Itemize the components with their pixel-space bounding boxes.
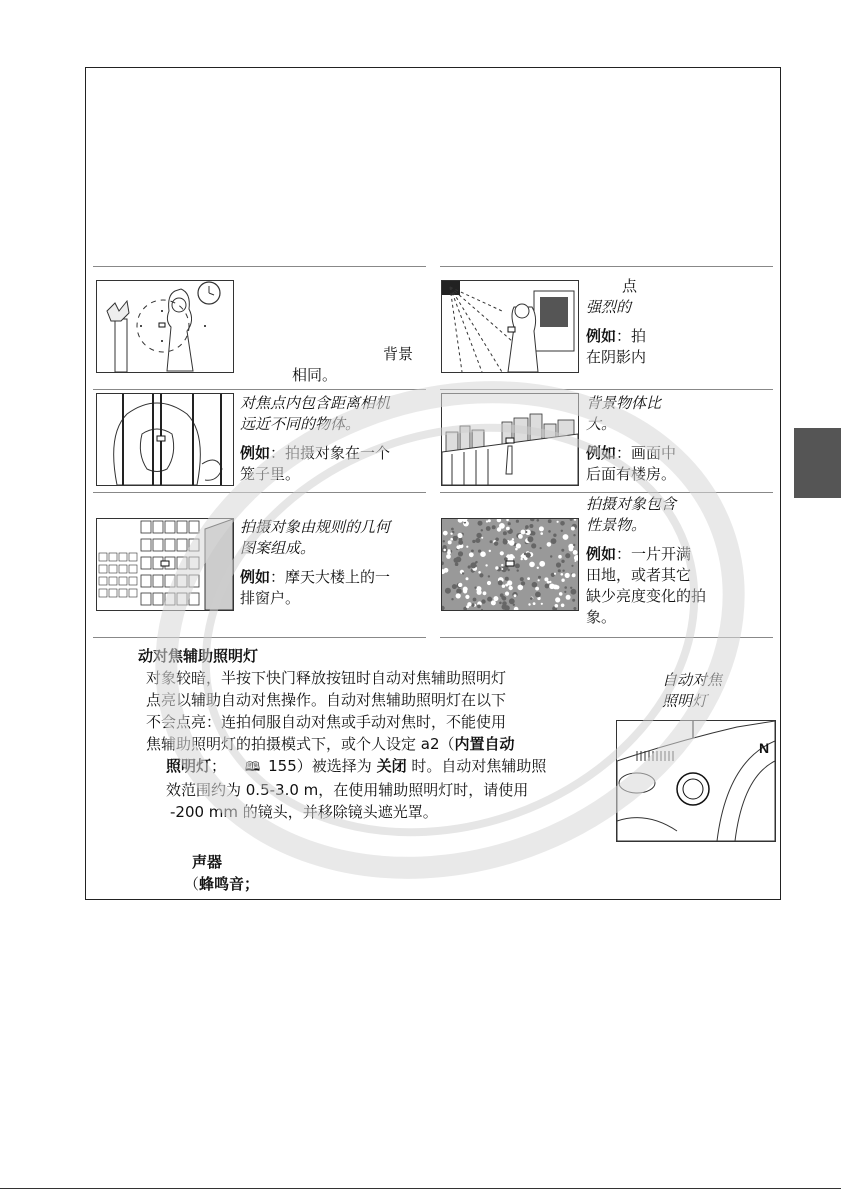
flower-dot: [539, 526, 544, 531]
flower-dot: [506, 527, 510, 531]
flower-dot: [450, 533, 452, 535]
flower-dot: [509, 540, 515, 546]
flower-dot: [487, 597, 492, 602]
flower-dot: [474, 587, 476, 589]
flower-dot: [538, 576, 541, 579]
flower-dot: [502, 585, 505, 588]
flower-dot: [488, 575, 490, 577]
flower-dot: [535, 592, 541, 598]
flower-dot: [470, 562, 476, 568]
grid-line-2: [440, 492, 773, 493]
grid-line-top: [93, 266, 426, 267]
flower-dot: [514, 607, 519, 610]
flower-dot: [451, 598, 453, 600]
speaker-heading: 声器: [192, 853, 223, 871]
flower-dot: [457, 533, 462, 538]
flower-dot: [531, 519, 535, 521]
af-assist-heading: 动对焦辅助照明灯: [138, 647, 259, 665]
flower-dot: [452, 584, 457, 589]
camera-brand-logo: N: [759, 740, 770, 756]
flower-dot: [499, 602, 502, 605]
flower-dot: [455, 562, 459, 566]
flower-dot: [551, 538, 557, 544]
flower-dot: [458, 551, 463, 556]
flower-dot: [451, 528, 454, 531]
flower-dot: [521, 530, 526, 535]
speaker-line1: （蜂鸣音；: [184, 875, 260, 893]
flower-dot: [574, 519, 576, 521]
flower-dot: [478, 550, 481, 553]
flower-dot: [574, 555, 578, 561]
flower-dot: [561, 560, 564, 563]
illustration-woman-clock: [96, 280, 234, 373]
cell-2-line2: 强烈的: [586, 298, 632, 316]
flower-dot: [500, 551, 504, 555]
flower-dot: [497, 519, 501, 522]
cell-4-line2: 大。: [586, 415, 617, 433]
flower-dot: [481, 599, 485, 603]
flower-dot: [569, 547, 574, 552]
flower-dot: [573, 550, 578, 555]
focus-point: [506, 561, 514, 566]
illustration-city-background: [441, 393, 579, 486]
flower-dot: [566, 595, 571, 600]
illustration-lion-cage: [96, 393, 234, 486]
flower-dot: [521, 581, 525, 585]
flower-dot: [513, 604, 515, 606]
flower-dot: [565, 553, 570, 558]
flower-dot: [471, 550, 474, 553]
flower-dot: [442, 606, 445, 610]
cell-1-example: 背景: [383, 345, 414, 363]
grid-line-top: [440, 266, 773, 267]
flower-dot: [548, 519, 552, 523]
flower-dot: [458, 583, 462, 587]
af-assist-line4: 焦辅助照明灯的拍摄模式下，或个人设定 a2（内置自动: [146, 735, 515, 753]
flower-dot: [456, 593, 461, 598]
flower-dot: [564, 591, 566, 593]
flower-dot: [540, 547, 542, 549]
flower-dot: [509, 586, 513, 590]
flower-dot: [492, 525, 496, 529]
flower-dot: [561, 530, 563, 532]
flower-dot: [466, 577, 469, 580]
cell-5-line1: 拍摄对象由规则的几何: [240, 518, 391, 536]
flower-dot: [525, 531, 527, 533]
flower-dot: [529, 524, 533, 528]
flower-dot: [463, 587, 468, 592]
flower-dot: [516, 520, 519, 523]
cell-6-line1: 拍摄对象包含: [586, 495, 677, 513]
flower-dot: [515, 563, 520, 568]
flower-dot: [498, 580, 503, 585]
flower-dot: [508, 522, 511, 525]
flower-dot: [544, 577, 548, 581]
flower-dot: [561, 549, 564, 552]
af-assist-line5: 照明灯； 🕮 155）被选择为 关闭 时。自动对焦辅助照: [138, 755, 598, 779]
flower-dot: [574, 560, 576, 562]
flower-dot: [489, 550, 491, 552]
illustration-skyscraper-windows: [96, 518, 234, 611]
flower-dot: [553, 534, 556, 537]
flower-dot: [481, 609, 483, 610]
flower-dot: [466, 546, 468, 548]
cell-3-example: 例如：拍摄对象在一个: [240, 444, 391, 462]
flower-dot: [540, 532, 543, 535]
grid-line-2: [93, 492, 426, 493]
flower-dot: [483, 591, 487, 595]
cell-4-line1: 背景物体比: [586, 394, 662, 412]
flower-dot: [493, 596, 498, 601]
cell-6-example: 例如：一片开满: [586, 545, 692, 563]
flower-dot: [494, 541, 498, 545]
flower-dot: [487, 581, 491, 585]
flower-dot: [531, 543, 536, 548]
flower-dot: [458, 519, 463, 523]
flower-dot: [486, 526, 491, 531]
grid-line-1: [93, 389, 426, 390]
cell-4-example-cont: 后面有楼房。: [586, 465, 677, 483]
cell-5-example-cont: 排窗户。: [240, 589, 301, 607]
cell-5-text: [240, 517, 425, 609]
flower-dot: [539, 561, 545, 567]
flower-dot: [499, 524, 501, 526]
flower-dot: [537, 519, 540, 522]
flower-dot: [486, 520, 488, 522]
af-assist-section: [138, 645, 598, 823]
flower-dot: [527, 577, 530, 580]
flower-dot: [548, 530, 551, 533]
speaker-section: [184, 851, 492, 895]
flower-dot: [516, 543, 521, 548]
flower-dot: [477, 590, 482, 595]
flower-dot: [506, 519, 509, 521]
flower-dot: [527, 536, 533, 542]
flower-dot: [518, 534, 523, 539]
flower-dot: [485, 564, 487, 566]
flower-dot: [555, 597, 560, 602]
flower-dot: [475, 538, 480, 543]
flower-dot: [503, 538, 506, 541]
af-assist-line7: -200 mm 的镜头，并移除镜头遮光罩。: [170, 803, 438, 821]
flower-dot: [549, 584, 555, 590]
af-assist-line6: 效范围约为 0.5-3.0 m，在使用辅助照明灯时，请使用: [166, 781, 529, 799]
flower-dot: [556, 562, 561, 567]
flower-dot: [505, 584, 508, 587]
flower-dot: [541, 603, 543, 605]
camera-callout-line2: 照明灯: [662, 692, 708, 710]
flower-dot: [573, 607, 576, 610]
flower-dot: [443, 531, 448, 536]
flower-dot: [478, 571, 481, 574]
cell-4-text: [586, 393, 766, 485]
cell-1-text: [240, 283, 420, 383]
flower-dot: [520, 577, 524, 581]
cell-6-example-cont3: 象。: [586, 608, 617, 626]
flower-dot: [502, 601, 507, 606]
flower-dot: [476, 533, 481, 538]
cell-5-example: 例如：摩天大楼上的一: [240, 568, 391, 586]
flower-dot: [472, 540, 475, 543]
af-assist-line2: 点亮以辅助自动对焦操作。自动对焦辅助照明灯在以下: [146, 691, 507, 709]
flower-dot: [537, 567, 539, 569]
camera-callout-label: [662, 670, 722, 712]
flower-dot: [532, 582, 538, 588]
cell-2-example: 例如：拍: [586, 327, 647, 345]
flower-dot: [573, 544, 575, 546]
flower-dot: [507, 554, 511, 558]
af-assist-line3: 不会点亮：连拍伺服自动对焦或手动对焦时，不能使用: [146, 713, 507, 731]
flower-dot: [517, 569, 519, 571]
flower-dot: [503, 531, 507, 535]
flower-dot: [473, 598, 477, 602]
cell-5-line2: 图案组成。: [240, 539, 316, 557]
flower-dot: [547, 542, 552, 547]
camera-callout-line1: 自动对焦: [662, 671, 723, 689]
flower-dot: [530, 597, 533, 600]
flower-dot: [456, 588, 462, 594]
cell-2-example-cont: 在阴影内: [586, 348, 647, 366]
flower-dot: [565, 573, 570, 578]
flower-dot: [488, 519, 491, 522]
flower-dot: [561, 573, 564, 576]
flower-dot: [467, 602, 471, 606]
flower-dot: [545, 584, 550, 589]
flower-dot: [504, 557, 508, 561]
flower-dot: [561, 579, 564, 582]
grid-line-1: [440, 389, 773, 390]
camera-illustration: [616, 720, 776, 842]
cell-6-example-cont: 田地，或者其它: [586, 566, 692, 584]
cell-1-example-cont: 相同。: [292, 366, 338, 384]
flower-dot: [479, 573, 483, 577]
flower-dot: [462, 572, 464, 574]
flower-dot: [557, 521, 559, 523]
flower-dot: [571, 527, 575, 531]
flower-dot: [533, 602, 536, 605]
flower-dot: [528, 603, 530, 605]
flower-dot: [570, 587, 572, 589]
cell-2-text: [586, 276, 766, 368]
flower-dot: [550, 555, 552, 557]
flower-dot: [554, 573, 556, 575]
cell-4-example: 例如：画面中: [586, 444, 677, 462]
flower-dot: [509, 598, 515, 604]
flower-dot: [572, 599, 575, 602]
flower-dot: [564, 586, 567, 589]
flower-dot: [501, 564, 503, 566]
cell-3-line2: 远近不同的物体。: [240, 415, 361, 433]
page-bottom-border: [0, 1188, 841, 1189]
flower-dot: [491, 600, 496, 605]
cell-6-text: [586, 494, 766, 628]
flower-dot: [495, 566, 498, 569]
cell-3-text: [240, 393, 425, 485]
flower-dot: [535, 587, 539, 591]
flower-dot: [477, 605, 481, 609]
flower-dot: [445, 588, 451, 594]
flower-dot: [468, 565, 471, 568]
flower-dot: [450, 538, 453, 541]
flower-dot: [501, 568, 503, 570]
flower-dot: [443, 540, 445, 542]
cell-2-line1: 点: [622, 277, 638, 295]
flower-dot: [442, 561, 444, 565]
flower-dot: [570, 519, 573, 521]
flower-dot: [443, 549, 446, 552]
flower-dot: [505, 577, 509, 581]
flower-dot: [571, 565, 573, 567]
flower-dot: [471, 603, 474, 606]
flower-dot: [560, 521, 565, 526]
grid-line-3: [440, 637, 773, 638]
flower-dot: [458, 540, 463, 545]
flower-dot: [558, 569, 561, 572]
flower-dot: [481, 529, 483, 531]
flower-dot: [573, 534, 575, 536]
flower-dot: [558, 555, 562, 559]
flower-dot: [501, 596, 505, 600]
flower-dot: [497, 527, 501, 531]
flower-dot: [448, 540, 452, 544]
flower-dot: [563, 534, 569, 540]
flower-dot: [521, 558, 523, 560]
flower-dot: [526, 552, 531, 557]
flower-dot: [514, 594, 517, 597]
flower-dot: [572, 573, 576, 577]
flower-dot: [505, 592, 509, 596]
flower-dot: [478, 521, 483, 526]
flower-dot: [525, 527, 527, 529]
cell-6-example-cont2: 缺少亮度变化的拍: [586, 587, 707, 605]
flower-dot: [538, 579, 540, 581]
page-ref[interactable]: 155: [268, 757, 297, 775]
flower-dot: [555, 604, 559, 608]
cell-6-line2: 性景物。: [586, 516, 647, 534]
flower-dot: [481, 537, 483, 539]
flower-dot: [549, 581, 551, 583]
chapter-tab: [794, 428, 841, 498]
cell-3-example-cont: 笼子里。: [240, 465, 301, 483]
flower-dot: [571, 589, 577, 595]
flower-dot: [529, 562, 535, 568]
flower-dot: [562, 570, 564, 572]
flower-dot: [490, 540, 493, 543]
flower-dot: [447, 549, 450, 552]
flower-dot: [446, 554, 451, 559]
flower-dot: [561, 604, 565, 608]
illustration-sunlight: [441, 280, 579, 373]
book-icon: 🕮: [244, 760, 261, 775]
flower-dot: [559, 592, 563, 596]
grid-line-3: [93, 637, 426, 638]
af-assist-line1: 对象较暗，半按下快门释放按钮时自动对焦辅助照明灯: [146, 669, 507, 687]
illustration-flower-field: [441, 518, 579, 611]
flower-dot: [480, 551, 486, 557]
flower-dot: [465, 595, 469, 599]
flower-dot: [469, 552, 474, 557]
cell-3-line1: 对焦点内包含距离相机: [240, 394, 391, 412]
flower-dot: [454, 558, 459, 563]
